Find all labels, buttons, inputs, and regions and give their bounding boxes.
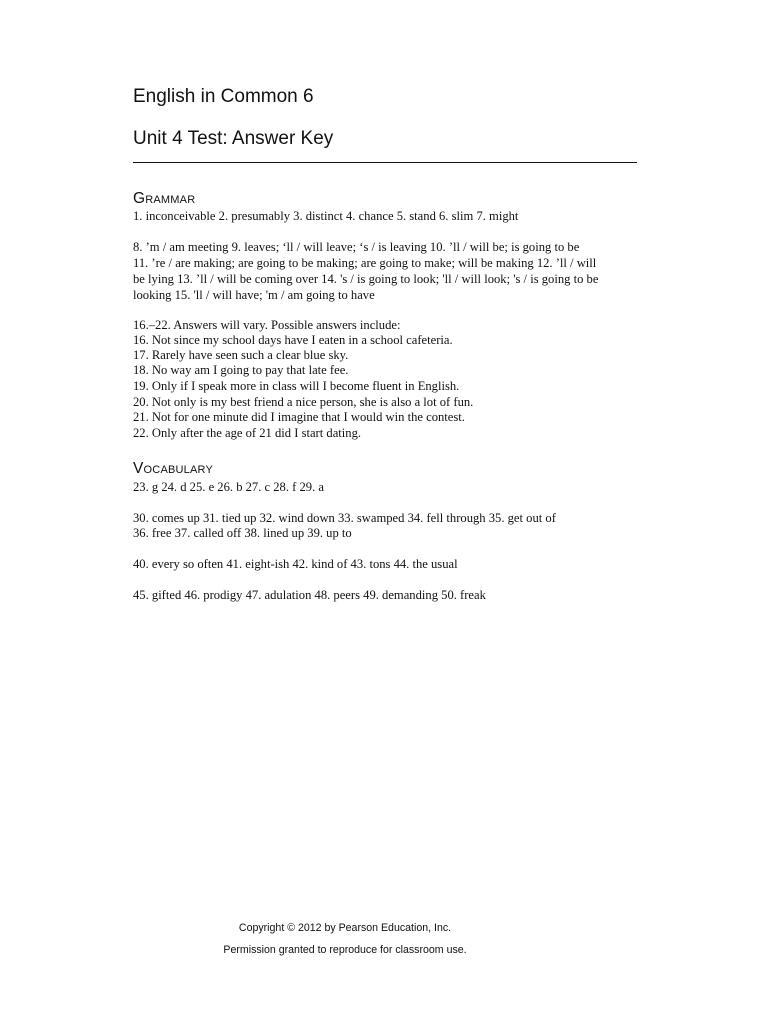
grammar-line-8: 17. Rarely have seen such a clear blue sky.: [133, 348, 349, 362]
test-title: Unit 4 Test: Answer Key: [133, 128, 334, 149]
vocabulary-line-1: 23. g 24. d 25. e 26. b 27. c 28. f 29. a: [133, 480, 324, 494]
grammar-line-3: 11. ’re / are making; are going to be making; are going to make; will be making 12. ’ll / will: [133, 256, 597, 270]
grammar-line-5: looking 15. 'll / will have; 'm / am going to have: [133, 288, 375, 302]
vocabulary-heading: Vocabulary: [133, 460, 213, 477]
book-title: English in Common 6: [133, 86, 314, 107]
grammar-line-6: 16.–22. Answers will vary. Possible answers include:: [133, 318, 401, 332]
grammar-heading: Grammar: [133, 190, 196, 207]
grammar-line-2: 8. ’m / am meeting 9. leaves; ‘ll / will leave; ‘s / is leaving 10. ’ll / will be; is going to be: [133, 240, 580, 254]
grammar-line-7: 16. Not since my school days have I eaten in a school cafeteria.: [133, 333, 453, 347]
grammar-line-1: 1. inconceivable 2. presumably 3. distinct 4. chance 5. stand 6. slim 7. might: [133, 209, 519, 223]
grammar-line-4: be lying 13. ’ll / will be coming over 14. 's / is going to look; 'll / will look; 's / is going to be: [133, 272, 599, 286]
grammar-line-12: 21. Not for one minute did I imagine that I would win the contest.: [133, 410, 465, 424]
title-divider: [133, 162, 637, 163]
grammar-line-9: 18. No way am I going to pay that late fee.: [133, 363, 349, 377]
grammar-line-11: 20. Not only is my best friend a nice person, she is also a lot of fun.: [133, 395, 474, 409]
vocabulary-line-2: 30. comes up 31. tied up 32. wind down 33. swamped 34. fell through 35. get out of: [133, 511, 556, 525]
grammar-line-10: 19. Only if I speak more in class will I become fluent in English.: [133, 379, 460, 393]
vocabulary-line-4: 40. every so often 41. eight-ish 42. kind of 43. tons 44. the usual: [133, 557, 458, 571]
copyright-notice: Copyright © 2012 by Pearson Education, Inc.: [238, 922, 452, 934]
permission-notice: Permission granted to reproduce for classroom use.: [223, 944, 467, 956]
grammar-line-13: 22. Only after the age of 21 did I start dating.: [133, 426, 362, 440]
vocabulary-line-3: 36. free 37. called off 38. lined up 39. up to: [133, 526, 352, 540]
vocabulary-line-5: 45. gifted 46. prodigy 47. adulation 48. peers 49. demanding 50. freak: [133, 588, 486, 602]
